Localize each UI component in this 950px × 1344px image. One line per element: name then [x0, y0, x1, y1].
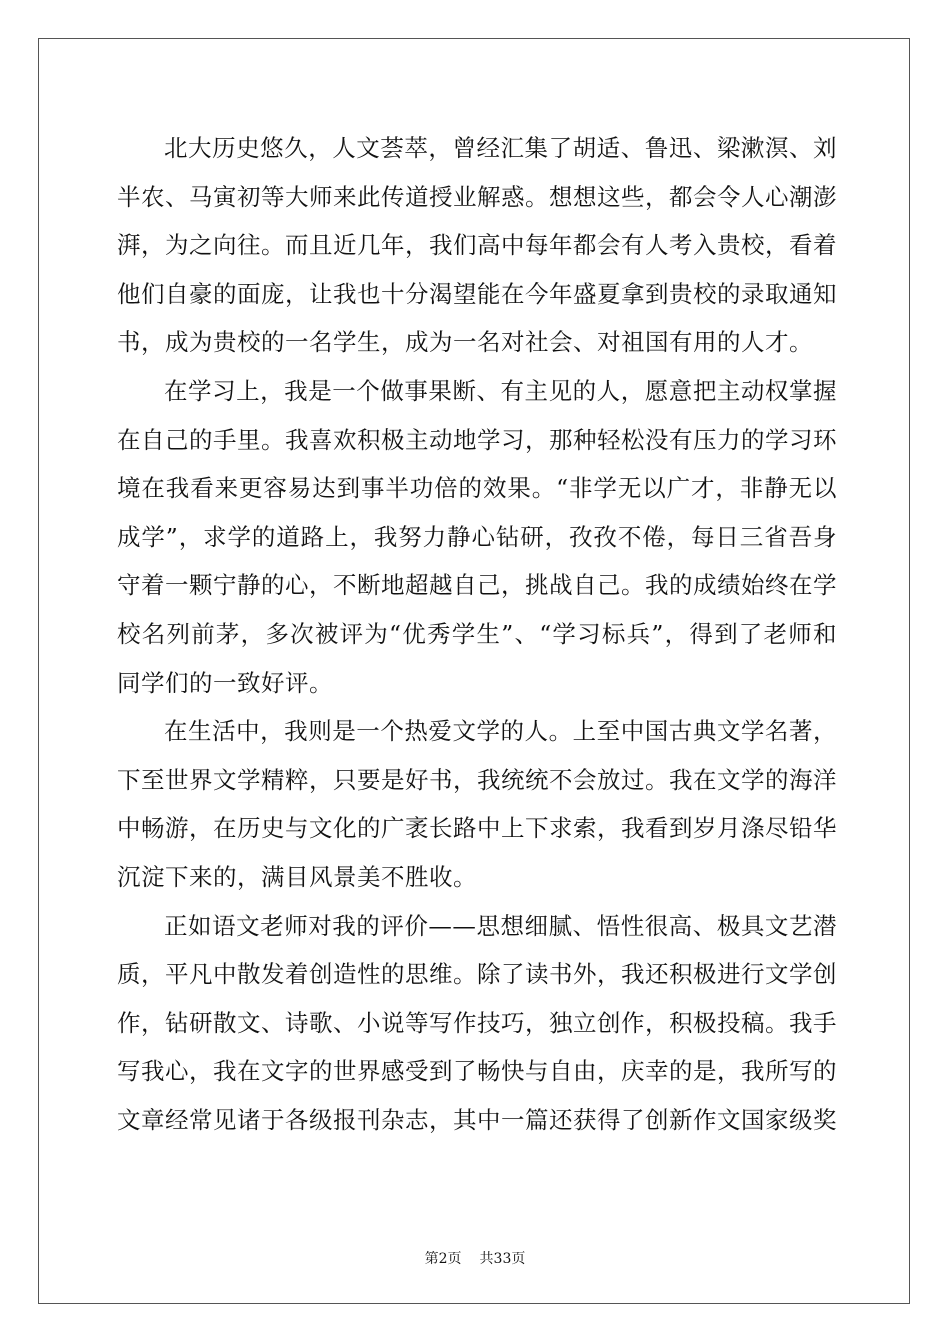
paragraph: 北大历史悠久，人文荟萃，曾经汇集了胡适、鲁迅、梁漱溟、刘半农、马寅初等大师来此传道授业解惑。想想这些，都会令人心潮澎湃，为之向往。而且近几年，我们高中每年都会有人考入贵校，看着他们自豪的面庞，让我也十分渴望能在今年盛夏拿到贵校的录取通知书，成为贵校的一名学生，成为一名对社会、对祖国有用的人才。: [117, 134, 837, 357]
page-footer: [0, 1248, 950, 1268]
current-page-number: 第2页: [424, 1251, 462, 1267]
document-body: [117, 124, 837, 1144]
paragraph: 在学习上，我是一个做事果断、有主见的人，愿意把主动权掌握在自己的手里。我喜欢积极主动地学习，那种轻松没有压力的学习环境在我看来更容易达到事半功倍的效果。“非学无以广才，非静无以成学”，求学的道路上，我努力静心钻研，孜孜不倦，每日三省吾身守着一颗宁静的心，不断地超越自己，挑战自己。我的成绩始终在学校名列前茅，多次被评为“优秀学生”、“学习标兵”，得到了老师和同学们的一致好评。: [117, 376, 837, 697]
paragraph: 正如语文老师对我的评价——思想细腻、悟性很高、极具文艺潜质，平凡中散发着创造性的思维。除了读书外，我还积极进行文学创作，钻研散文、诗歌、小说等写作技巧，独立创作，积极投稿。我手写我心，我在文字的世界感受到了畅快与自由，庆幸的是，我所写的文章经常见诸于各级报刊杂志，其中一篇还获得了创新作文国家级奖: [117, 911, 837, 1134]
paragraph: 在生活中，我则是一个热爱文学的人。上至中国古典文学名著，下至世界文学精粹，只要是好书，我统统不会放过。我在文学的海洋中畅游，在历史与文化的广袤长路中上下求索，我看到岁月涤尽铅华沉淀下来的，满目风景美不胜收。: [117, 717, 837, 891]
total-pages: 共33页: [479, 1251, 526, 1267]
